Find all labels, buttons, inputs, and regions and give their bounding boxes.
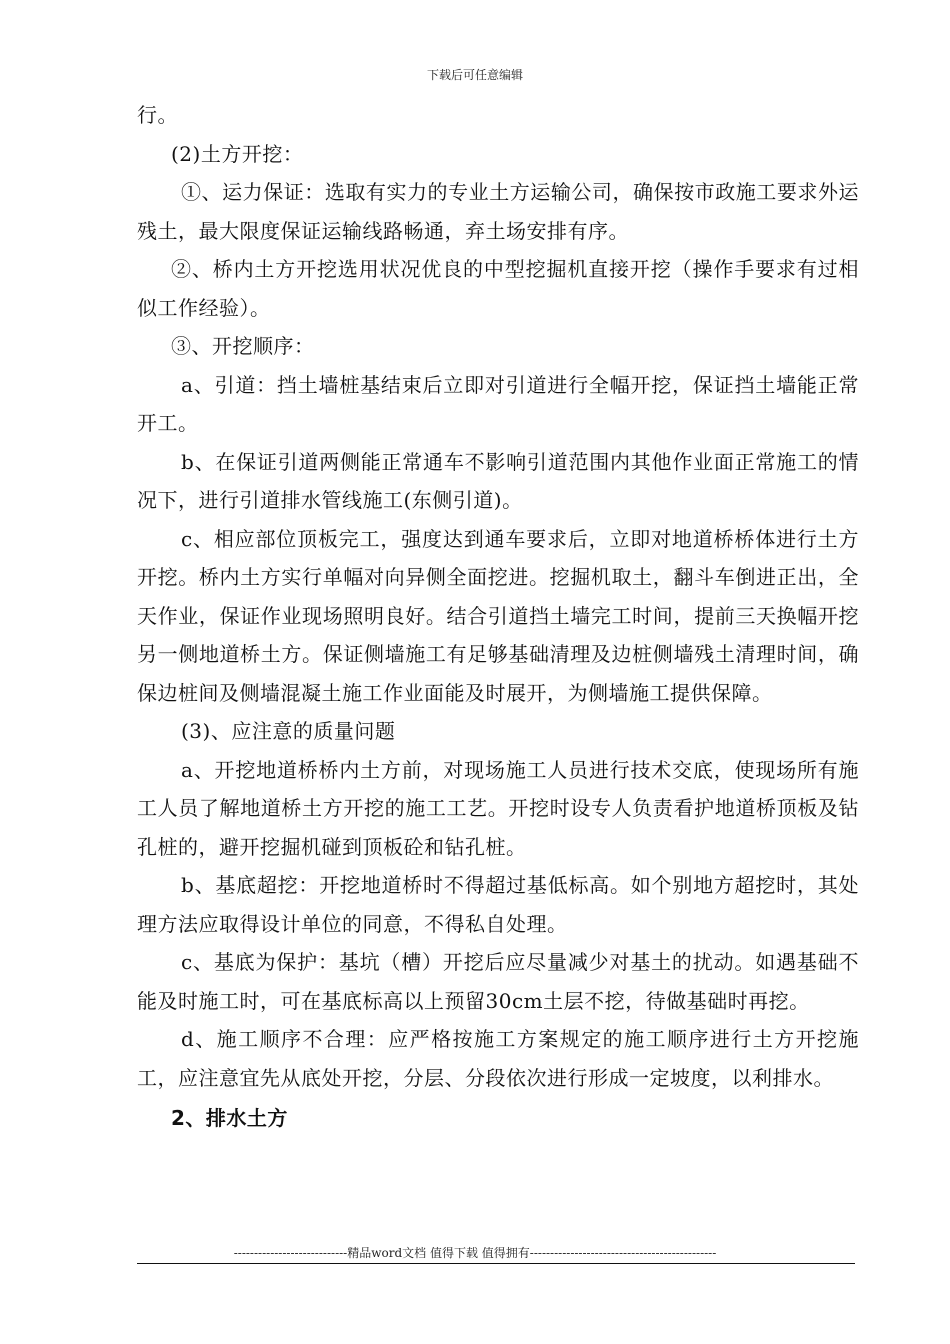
page-header: 下载后可任意编辑 (426, 68, 523, 82)
paragraph-transport: ①、运力保证：选取有实力的专业土方运输公司，确保按市政施工要求外运残土，最大限度保证运输线路畅通，弃土场安排有序。 (137, 180, 859, 243)
page-footer: ----------------------------精品word文档 值得下载 值得拥有---------------------------------------------- (233, 1246, 717, 1260)
section-heading: 2、排水土方 (171, 1106, 288, 1130)
paragraph-quality-b: b、基底超挖：开挖地道桥时不得超过基低标高。如个别地方超挖时，其处理方法应取得设计单位的同意，不得私自处理。 (137, 873, 859, 936)
paragraph-quality-c: c、基底为保护：基坑（槽）开挖后应尽量减少对基土的扰动。如遇基础不能及时施工时，可在基底标高以上预留30cm土层不挖，待做基础时再挖。 (137, 950, 859, 1013)
paragraph-sequence-title: ③、开挖顺序： (171, 334, 315, 358)
paragraph-excavator: ②、桥内土方开挖选用状况优良的中型挖掘机直接开挖（操作手要求有过相似工作经验）。 (137, 257, 859, 320)
paragraph-quality-title: (3)、应注意的质量问题 (181, 719, 396, 743)
paragraph-quality-d: d、施工顺序不合理：应严格按施工方案规定的施工顺序进行土方开挖施工，应注意宜先从底处开挖，分层、分段依次进行形成一定坡度，以利排水。 (137, 1027, 859, 1090)
paragraph-item-a: a、引道：挡土墙桩基结束后立即对引道进行全幅开挖，保证挡土墙能正常开工。 (137, 372, 859, 435)
paragraph-continuation: 行。 (137, 103, 178, 127)
footer-divider (137, 1263, 855, 1264)
paragraph-item-c: c、相应部位顶板完工，强度达到通车要求后，立即对地道桥桥体进行土方开挖。桥内土方实行单幅对向异侧全面挖进。挖掘机取土，翻斗车倒进正出，全天作业，保证作业现场照明良好。结合引道挡土墙完工时间，提前三天换幅开挖另一侧地道桥土方。保证侧墙施工有足够基础清理及边桩侧墙残土清理时间，确保边桩间及侧墙混凝土施工作业面能及时展开，为侧墙施工提供保障。 (137, 526, 859, 705)
paragraph-earthwork-title: (2)土方开挖： (171, 141, 304, 166)
paragraph-quality-a: a、开挖地道桥桥内土方前，对现场施工人员进行技术交底，使现场所有施工人员了解地道桥土方开挖的施工工艺。开挖时设专人负责看护地道桥顶板及钻孔桩的，避开挖掘机碰到顶板砼和钻孔桩。 (137, 757, 859, 859)
document-body (137, 96, 859, 1138)
paragraph-item-b: b、在保证引道两侧能正常通车不影响引道范围内其他作业面正常施工的情况下，进行引道排水管线施工(东侧引道)。 (137, 449, 859, 512)
